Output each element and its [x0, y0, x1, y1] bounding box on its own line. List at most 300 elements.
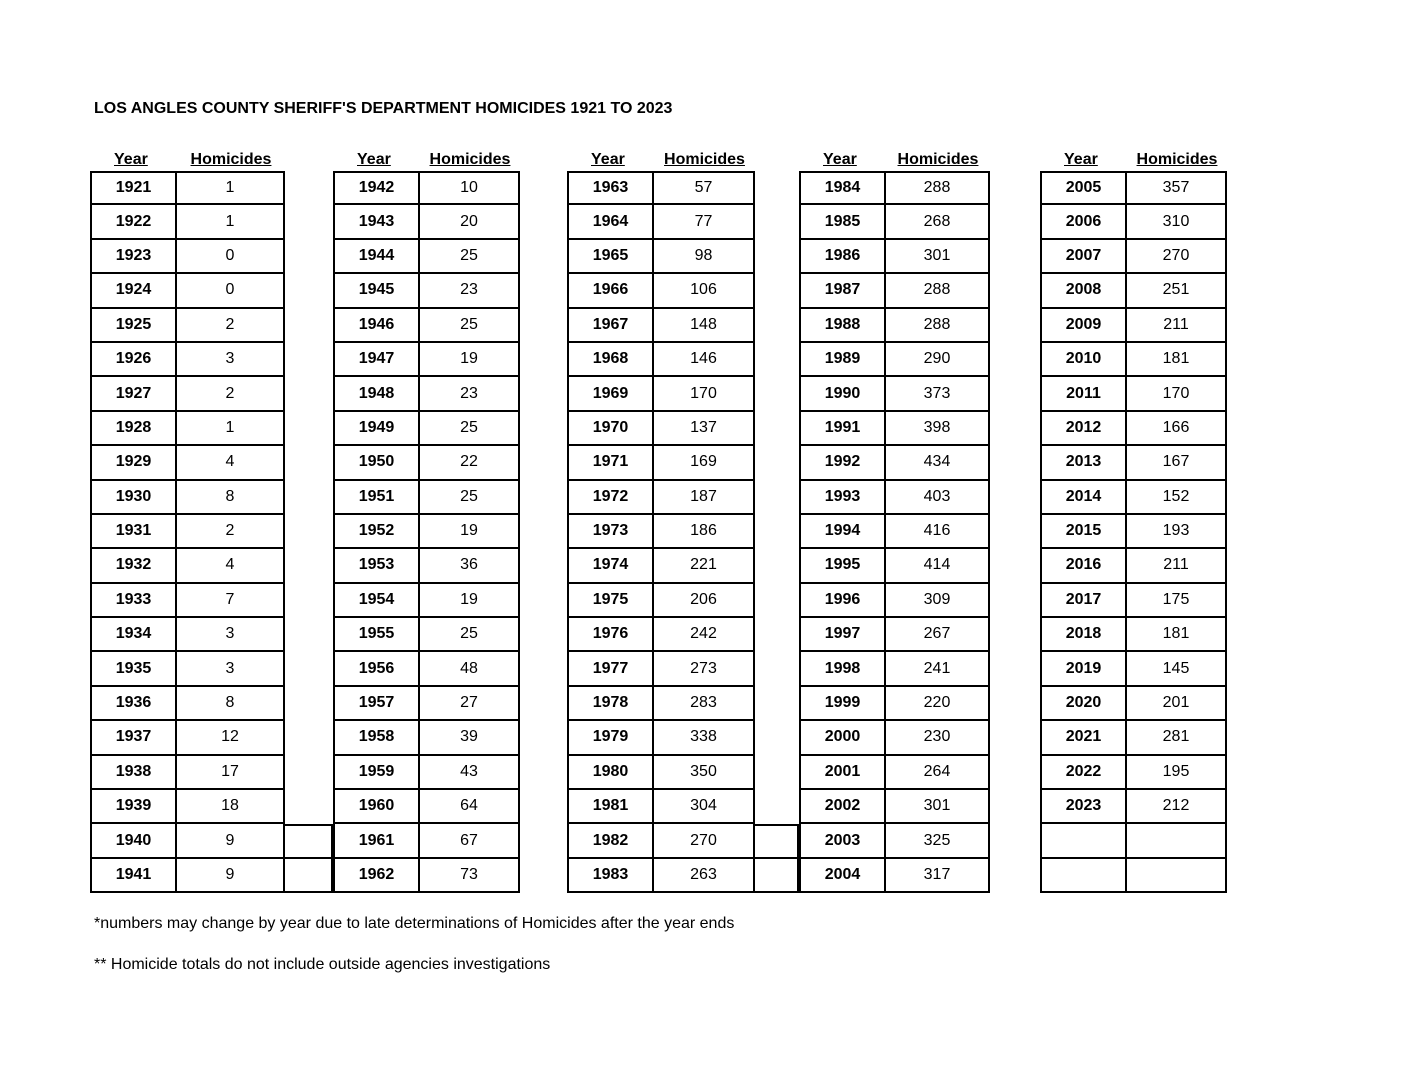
- table-cell-homicides: 9: [177, 859, 285, 893]
- table-cell-year: 2003: [799, 824, 886, 858]
- spacer-cell: [755, 240, 799, 274]
- table-cell-year: 1965: [567, 240, 654, 274]
- spacer-cell: [520, 824, 567, 858]
- table-cell-homicides: 0: [177, 240, 285, 274]
- table-cell-homicides: 25: [420, 309, 520, 343]
- table-cell-year: 1958: [333, 721, 420, 755]
- spacer-cell: [755, 412, 799, 446]
- table-cell-year: 2010: [1040, 343, 1127, 377]
- table-cell-year: 1962: [333, 859, 420, 893]
- column-header-homicides: Homicides: [1136, 151, 1218, 168]
- table-cell-homicides: 270: [1127, 240, 1227, 274]
- table-cell-year: 1950: [333, 446, 420, 480]
- table-cell-homicides: 187: [654, 481, 755, 515]
- table-cell-homicides: 27: [420, 687, 520, 721]
- table-cell-homicides: 25: [420, 618, 520, 652]
- table-cell-homicides: 268: [886, 205, 990, 239]
- table-cell-year: 1935: [90, 652, 177, 686]
- table-cell-year: 1949: [333, 412, 420, 446]
- table-cell-year: 1983: [567, 859, 654, 893]
- table-cell-year: 1968: [567, 343, 654, 377]
- spacer-cell: [520, 549, 567, 583]
- spacer-cell: [755, 756, 799, 790]
- spacer-cell: [990, 274, 1040, 308]
- table-cell-year: 1964: [567, 205, 654, 239]
- spacer-cell: [285, 515, 333, 549]
- table-cell-homicides: 186: [654, 515, 755, 549]
- table-cell-homicides: 338: [654, 721, 755, 755]
- spacer-cell: [285, 687, 333, 721]
- table-cell-year: 1936: [90, 687, 177, 721]
- column-header-year: Year: [1064, 151, 1098, 168]
- table-cell-year: 1928: [90, 412, 177, 446]
- table-cell-year: 1948: [333, 377, 420, 411]
- table-cell-year: 1938: [90, 756, 177, 790]
- table-cell-homicides: 181: [1127, 343, 1227, 377]
- table-cell-year: 2005: [1040, 171, 1127, 205]
- table-cell-homicides: 350: [654, 756, 755, 790]
- spacer-cell: [285, 652, 333, 686]
- spacer-cell: [285, 412, 333, 446]
- table-cell-homicides: 230: [886, 721, 990, 755]
- table-cell-homicides: 3: [177, 343, 285, 377]
- table-cell-homicides: 211: [1127, 309, 1227, 343]
- spacer-cell: [990, 205, 1040, 239]
- spacer-cell: [755, 171, 799, 205]
- table-cell-homicides: 48: [420, 652, 520, 686]
- spacer-cell: [520, 721, 567, 755]
- table-cell-homicides: 273: [654, 652, 755, 686]
- spacer-cell: [990, 687, 1040, 721]
- table-cell-year: 1999: [799, 687, 886, 721]
- table-cell-homicides: 57: [654, 171, 755, 205]
- table-cell-homicides: 357: [1127, 171, 1227, 205]
- table-cell-year: 1973: [567, 515, 654, 549]
- table-cell-year: 2008: [1040, 274, 1127, 308]
- table-cell-year: 2015: [1040, 515, 1127, 549]
- table-cell-year: 2006: [1040, 205, 1127, 239]
- table-cell-homicides: 2: [177, 309, 285, 343]
- spacer-cell: [990, 481, 1040, 515]
- spacer-cell: [520, 274, 567, 308]
- spacer-cell: [755, 309, 799, 343]
- table-cell-year: 1994: [799, 515, 886, 549]
- table-cell-homicides: 310: [1127, 205, 1227, 239]
- table-cell-year: 1960: [333, 790, 420, 824]
- table-cell-year: 1956: [333, 652, 420, 686]
- table-cell-year: 2021: [1040, 721, 1127, 755]
- table-cell-homicides: 211: [1127, 549, 1227, 583]
- spacer-cell: [520, 240, 567, 274]
- table-cell-year: 2007: [1040, 240, 1127, 274]
- table-cell-homicides: 301: [886, 790, 990, 824]
- table-cell-year: 1996: [799, 584, 886, 618]
- table-cell-homicides: 270: [654, 824, 755, 858]
- table-cell-year: 2012: [1040, 412, 1127, 446]
- table-cell-homicides: 3: [177, 618, 285, 652]
- table-cell-homicides: 175: [1127, 584, 1227, 618]
- table-cell-year: 1933: [90, 584, 177, 618]
- table-cell-homicides: 152: [1127, 481, 1227, 515]
- spacer-cell: [285, 721, 333, 755]
- table-cell-year: 1953: [333, 549, 420, 583]
- table-cell-year: 1931: [90, 515, 177, 549]
- spacer-cell: [990, 446, 1040, 480]
- table-cell-homicides: 64: [420, 790, 520, 824]
- table-cell-year: 1940: [90, 824, 177, 858]
- table-cell-year: 1921: [90, 171, 177, 205]
- table-cell-homicides: 19: [420, 584, 520, 618]
- table-cell-year: 1966: [567, 274, 654, 308]
- table-cell-homicides: 25: [420, 412, 520, 446]
- page-title: LOS ANGLES COUNTY SHERIFF'S DEPARTMENT HOMICIDES 1921 TO 2023: [94, 100, 673, 117]
- table-cell-year: 2002: [799, 790, 886, 824]
- spacer-cell: [520, 377, 567, 411]
- spacer-cell: [990, 240, 1040, 274]
- spacer-cell: [990, 343, 1040, 377]
- table-cell-homicides: 145: [1127, 652, 1227, 686]
- column-header-homicides: Homicides: [429, 151, 511, 168]
- table-cell-year: 1974: [567, 549, 654, 583]
- table-cell-homicides: [1127, 859, 1227, 893]
- spacer-cell: [285, 481, 333, 515]
- table-cell-year: 1985: [799, 205, 886, 239]
- table-cell-year: 1929: [90, 446, 177, 480]
- table-cell-year: 1946: [333, 309, 420, 343]
- table-cell-homicides: 288: [886, 171, 990, 205]
- spacer-cell: [755, 549, 799, 583]
- table-cell-homicides: 220: [886, 687, 990, 721]
- spacer-cell: [520, 652, 567, 686]
- table-cell-homicides: 201: [1127, 687, 1227, 721]
- table-cell-year: 1993: [799, 481, 886, 515]
- table-cell-homicides: 67: [420, 824, 520, 858]
- table-cell-homicides: 414: [886, 549, 990, 583]
- table-cell-homicides: 4: [177, 549, 285, 583]
- table-cell-year: 1984: [799, 171, 886, 205]
- table-cell-homicides: 221: [654, 549, 755, 583]
- table-cell-homicides: 195: [1127, 756, 1227, 790]
- table-cell-year: 1976: [567, 618, 654, 652]
- table-cell-homicides: 146: [654, 343, 755, 377]
- spacer-cell: [285, 549, 333, 583]
- column-gap: [755, 148, 799, 171]
- table-cell-homicides: 181: [1127, 618, 1227, 652]
- spacer-cell: [520, 446, 567, 480]
- table-cell-homicides: 18: [177, 790, 285, 824]
- table-cell-year: 2011: [1040, 377, 1127, 411]
- table-cell-homicides: 2: [177, 377, 285, 411]
- table-cell-year: 1924: [90, 274, 177, 308]
- table-cell-homicides: 23: [420, 377, 520, 411]
- table-cell-year: 1944: [333, 240, 420, 274]
- spacer-cell: [990, 790, 1040, 824]
- homicides-table: [90, 148, 1227, 893]
- spacer-cell: [520, 309, 567, 343]
- table-cell-year: 1979: [567, 721, 654, 755]
- table-cell-homicides: 251: [1127, 274, 1227, 308]
- table-cell-year: 1959: [333, 756, 420, 790]
- table-cell-year: 2016: [1040, 549, 1127, 583]
- table-cell-year: 2019: [1040, 652, 1127, 686]
- spacer-cell: [990, 412, 1040, 446]
- table-cell-year: 1972: [567, 481, 654, 515]
- table-cell-homicides: 7: [177, 584, 285, 618]
- table-cell-year: 1942: [333, 171, 420, 205]
- table-cell-year: 1932: [90, 549, 177, 583]
- table-cell-homicides: 206: [654, 584, 755, 618]
- table-cell-year: 2000: [799, 721, 886, 755]
- spacer-cell: [520, 515, 567, 549]
- table-cell-homicides: 170: [654, 377, 755, 411]
- spacer-cell: [285, 790, 333, 824]
- table-cell-year: 1997: [799, 618, 886, 652]
- table-cell-homicides: 0: [177, 274, 285, 308]
- table-cell-year: 2022: [1040, 756, 1127, 790]
- table-cell-homicides: 212: [1127, 790, 1227, 824]
- spacer-cell: [520, 756, 567, 790]
- spacer-cell: [755, 481, 799, 515]
- table-cell-homicides: 19: [420, 515, 520, 549]
- table-cell-year: [1040, 859, 1127, 893]
- spacer-cell: [990, 515, 1040, 549]
- table-cell-year: [1040, 824, 1127, 858]
- table-cell-year: 1941: [90, 859, 177, 893]
- table-cell-homicides: 398: [886, 412, 990, 446]
- table-cell-year: 1954: [333, 584, 420, 618]
- spacer-cell: [285, 343, 333, 377]
- spacer-cell: [990, 618, 1040, 652]
- table-cell-homicides: 106: [654, 274, 755, 308]
- table-cell-homicides: 170: [1127, 377, 1227, 411]
- table-cell-year: 2004: [799, 859, 886, 893]
- table-cell-homicides: 241: [886, 652, 990, 686]
- table-cell-year: 1986: [799, 240, 886, 274]
- table-cell-year: 1957: [333, 687, 420, 721]
- table-cell-year: 1982: [567, 824, 654, 858]
- table-cell-homicides: 193: [1127, 515, 1227, 549]
- table-cell-homicides: 10: [420, 171, 520, 205]
- table-cell-year: 1961: [333, 824, 420, 858]
- table-cell-year: 1987: [799, 274, 886, 308]
- table-cell-year: 1937: [90, 721, 177, 755]
- spacer-cell: [755, 205, 799, 239]
- table-cell-year: 1951: [333, 481, 420, 515]
- table-cell-homicides: 12: [177, 721, 285, 755]
- spacer-cell: [285, 205, 333, 239]
- table-cell-year: 1945: [333, 274, 420, 308]
- spacer-cell: [285, 274, 333, 308]
- table-cell-homicides: 403: [886, 481, 990, 515]
- footnote-outside-agencies: ** Homicide totals do not include outside agencies investigations: [94, 956, 551, 973]
- table-cell-homicides: 43: [420, 756, 520, 790]
- spacer-cell: [990, 584, 1040, 618]
- table-cell-year: 1952: [333, 515, 420, 549]
- table-cell-year: 1970: [567, 412, 654, 446]
- spacer-cell: [285, 859, 333, 893]
- table-cell-homicides: 166: [1127, 412, 1227, 446]
- table-cell-year: 1922: [90, 205, 177, 239]
- table-cell-homicides: 1: [177, 205, 285, 239]
- spacer-cell: [755, 790, 799, 824]
- spacer-cell: [755, 859, 799, 893]
- table-cell-homicides: 167: [1127, 446, 1227, 480]
- table-cell-homicides: 169: [654, 446, 755, 480]
- table-cell-year: 2013: [1040, 446, 1127, 480]
- table-cell-homicides: 1: [177, 412, 285, 446]
- table-cell-homicides: 301: [886, 240, 990, 274]
- table-cell-homicides: 39: [420, 721, 520, 755]
- spacer-cell: [520, 859, 567, 893]
- table-cell-year: 1981: [567, 790, 654, 824]
- footnote-late-determinations: *numbers may change by year due to late determinations of Homicides after the year ends: [94, 915, 735, 932]
- table-cell-year: 2017: [1040, 584, 1127, 618]
- spacer-cell: [520, 343, 567, 377]
- table-cell-homicides: 25: [420, 481, 520, 515]
- table-cell-homicides: 25: [420, 240, 520, 274]
- column-header-year: Year: [114, 151, 148, 168]
- table-cell-year: 1991: [799, 412, 886, 446]
- table-cell-homicides: 4: [177, 446, 285, 480]
- table-cell-homicides: 36: [420, 549, 520, 583]
- spacer-cell: [990, 377, 1040, 411]
- table-cell-year: 1939: [90, 790, 177, 824]
- table-cell-homicides: 317: [886, 859, 990, 893]
- spacer-cell: [755, 446, 799, 480]
- column-header-year: Year: [357, 151, 391, 168]
- spacer-cell: [755, 343, 799, 377]
- spacer-cell: [520, 481, 567, 515]
- spacer-cell: [520, 687, 567, 721]
- table-cell-homicides: 242: [654, 618, 755, 652]
- table-cell-homicides: 416: [886, 515, 990, 549]
- spacer-cell: [285, 824, 333, 858]
- spacer-cell: [755, 377, 799, 411]
- column-header-homicides: Homicides: [664, 151, 745, 168]
- spacer-cell: [755, 274, 799, 308]
- spacer-cell: [990, 309, 1040, 343]
- spacer-cell: [755, 652, 799, 686]
- spacer-cell: [990, 859, 1040, 893]
- table-cell-year: 1980: [567, 756, 654, 790]
- table-cell-year: 1977: [567, 652, 654, 686]
- table-cell-year: 2009: [1040, 309, 1127, 343]
- table-cell-homicides: 73: [420, 859, 520, 893]
- spacer-cell: [285, 240, 333, 274]
- spacer-cell: [520, 412, 567, 446]
- table-cell-year: 1998: [799, 652, 886, 686]
- table-cell-homicides: 304: [654, 790, 755, 824]
- table-cell-homicides: 267: [886, 618, 990, 652]
- spacer-cell: [285, 756, 333, 790]
- table-cell-homicides: 137: [654, 412, 755, 446]
- spacer-cell: [755, 687, 799, 721]
- table-cell-homicides: 1: [177, 171, 285, 205]
- spacer-cell: [990, 652, 1040, 686]
- spacer-cell: [990, 756, 1040, 790]
- table-cell-year: 1947: [333, 343, 420, 377]
- table-cell-homicides: 17: [177, 756, 285, 790]
- spacer-cell: [285, 309, 333, 343]
- spacer-cell: [990, 549, 1040, 583]
- table-cell-homicides: 309: [886, 584, 990, 618]
- table-cell-year: 1978: [567, 687, 654, 721]
- table-cell-year: 2023: [1040, 790, 1127, 824]
- spacer-cell: [755, 584, 799, 618]
- table-cell-homicides: 9: [177, 824, 285, 858]
- table-cell-year: 1988: [799, 309, 886, 343]
- spacer-cell: [755, 824, 799, 858]
- table-cell-year: 1925: [90, 309, 177, 343]
- table-cell-homicides: 325: [886, 824, 990, 858]
- table-cell-homicides: 2: [177, 515, 285, 549]
- table-cell-homicides: 283: [654, 687, 755, 721]
- table-cell-year: 1963: [567, 171, 654, 205]
- table-cell-year: 1990: [799, 377, 886, 411]
- spacer-cell: [755, 618, 799, 652]
- table-cell-homicides: 77: [654, 205, 755, 239]
- table-cell-year: 1926: [90, 343, 177, 377]
- table-cell-homicides: 20: [420, 205, 520, 239]
- column-gap: [285, 148, 333, 171]
- table-cell-homicides: 8: [177, 481, 285, 515]
- spacer-cell: [285, 446, 333, 480]
- spacer-cell: [285, 584, 333, 618]
- table-cell-homicides: 281: [1127, 721, 1227, 755]
- table-cell-year: 1975: [567, 584, 654, 618]
- column-gap: [990, 148, 1040, 171]
- column-header-homicides: Homicides: [897, 151, 979, 168]
- table-cell-year: 1995: [799, 549, 886, 583]
- table-cell-homicides: 148: [654, 309, 755, 343]
- table-cell-year: 1955: [333, 618, 420, 652]
- spacer-cell: [755, 515, 799, 549]
- table-cell-year: 1927: [90, 377, 177, 411]
- table-cell-homicides: 434: [886, 446, 990, 480]
- table-cell-homicides: 3: [177, 652, 285, 686]
- column-header-year: Year: [823, 151, 857, 168]
- table-cell-year: 2020: [1040, 687, 1127, 721]
- spacer-cell: [990, 824, 1040, 858]
- column-header-year: Year: [591, 151, 625, 168]
- table-cell-homicides: 98: [654, 240, 755, 274]
- table-cell-year: 1943: [333, 205, 420, 239]
- table-cell-year: 1967: [567, 309, 654, 343]
- spacer-cell: [520, 790, 567, 824]
- table-cell-homicides: 22: [420, 446, 520, 480]
- spacer-cell: [990, 721, 1040, 755]
- column-header-homicides: Homicides: [190, 151, 272, 168]
- table-cell-homicides: 373: [886, 377, 990, 411]
- table-cell-year: 1930: [90, 481, 177, 515]
- table-cell-year: 2014: [1040, 481, 1127, 515]
- table-cell-year: 1989: [799, 343, 886, 377]
- spacer-cell: [520, 171, 567, 205]
- spacer-cell: [520, 618, 567, 652]
- table-cell-year: 2001: [799, 756, 886, 790]
- spacer-cell: [755, 721, 799, 755]
- spacer-cell: [285, 377, 333, 411]
- spacer-cell: [990, 171, 1040, 205]
- column-gap: [520, 148, 567, 171]
- table-cell-homicides: 288: [886, 309, 990, 343]
- spacer-cell: [285, 171, 333, 205]
- table-cell-homicides: 23: [420, 274, 520, 308]
- table-cell-homicides: [1127, 824, 1227, 858]
- table-cell-year: 1969: [567, 377, 654, 411]
- table-cell-homicides: 8: [177, 687, 285, 721]
- table-cell-year: 1971: [567, 446, 654, 480]
